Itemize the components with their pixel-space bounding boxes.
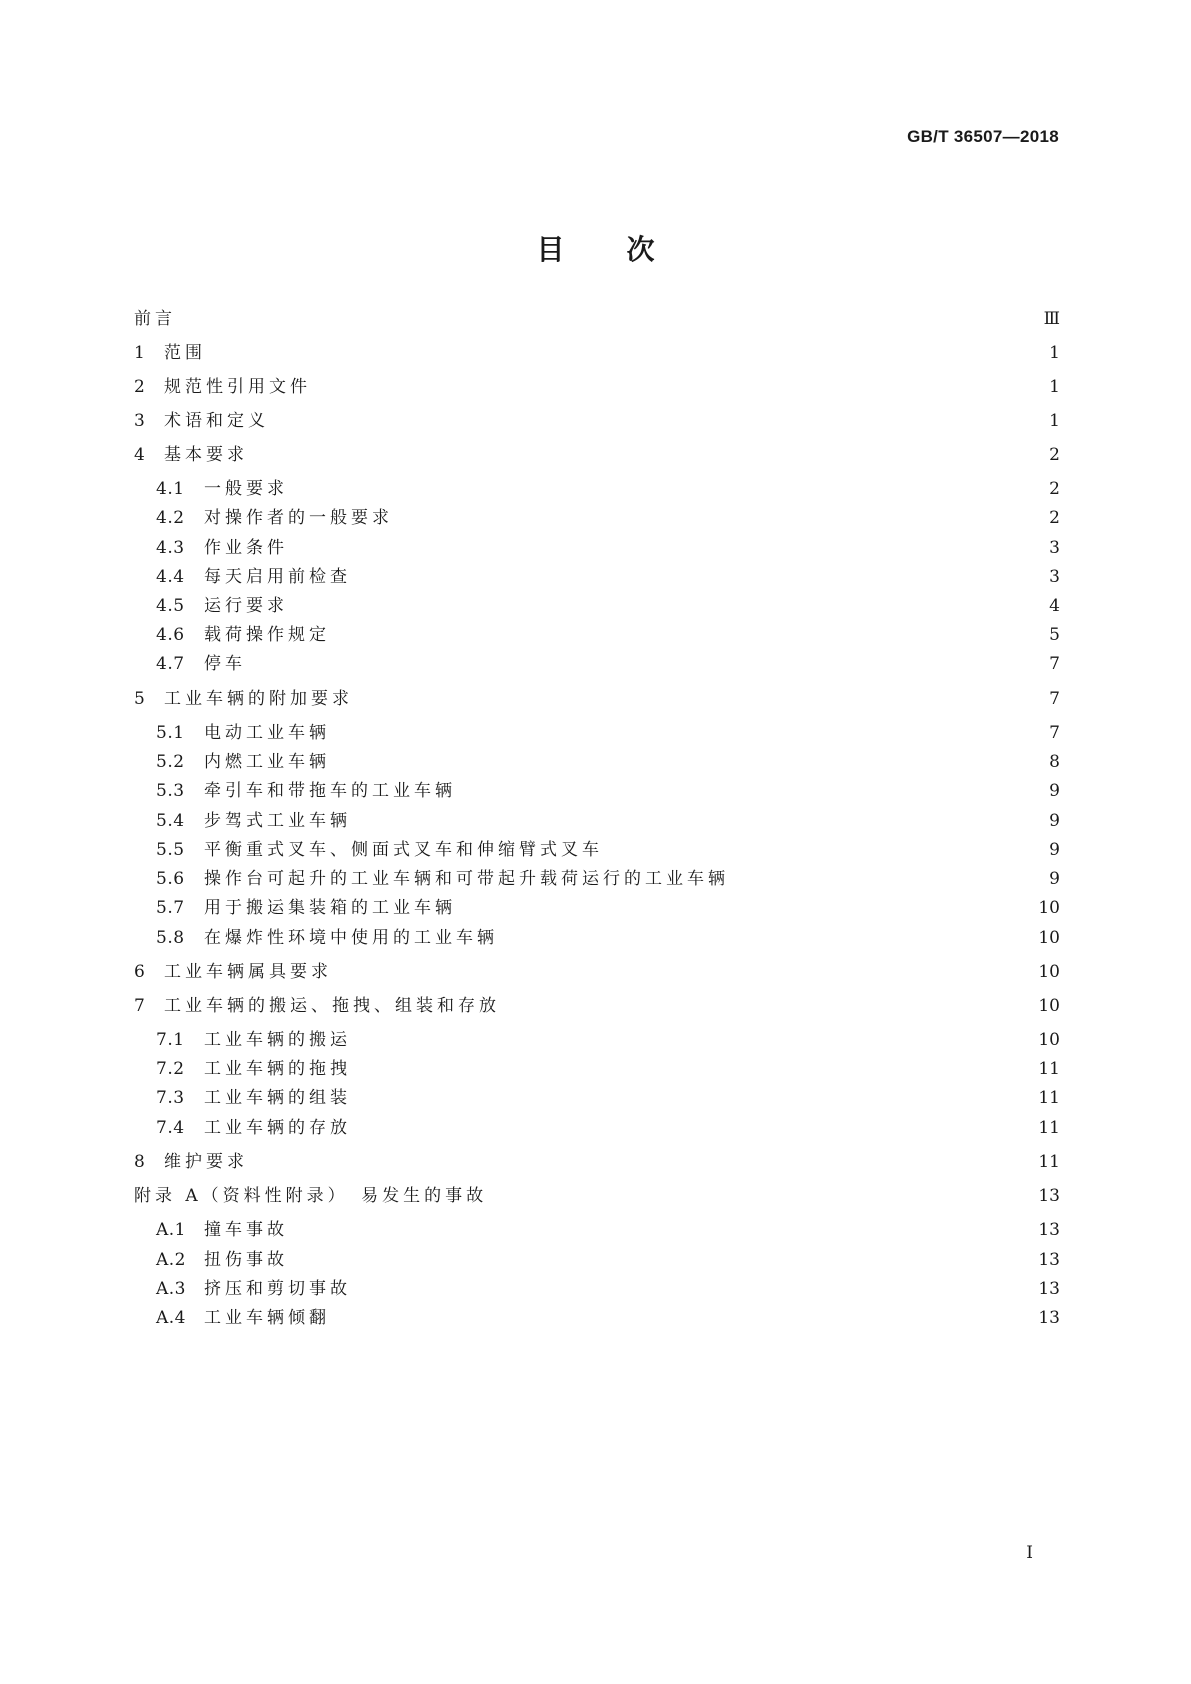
toc-entry-label: 术语和定义 [164, 411, 269, 431]
toc-leader-dots [336, 1307, 1030, 1327]
toc-leader-dots [359, 688, 1030, 708]
toc-leader-dots [338, 961, 1030, 981]
toc-entry-page: Ⅲ [1043, 309, 1060, 329]
toc-entry-number: 5.2 [156, 752, 185, 772]
toc-entry-page: 2 [1049, 479, 1060, 499]
toc-entry-number: 4 [134, 445, 146, 465]
toc-entry-label: 工业车辆的组装 [204, 1088, 351, 1108]
toc-entry-page: 11 [1038, 1088, 1060, 1108]
toc-entry-label: 每天启用前检查 [204, 567, 351, 587]
toc-entry-4-5[interactable] [156, 593, 1060, 617]
toc-entry-4-6[interactable] [156, 622, 1060, 646]
toc-entry-a-1[interactable] [156, 1217, 1060, 1241]
toc-entry-label: 工业车辆倾翻 [204, 1308, 330, 1328]
toc-entry-3[interactable] [134, 408, 1060, 432]
toc-entry-5-1[interactable] [156, 720, 1060, 744]
toc-leader-dots [735, 868, 1030, 888]
toc-entry-number: 1 [134, 343, 146, 363]
toc-entry-page: 13 [1038, 1220, 1060, 1240]
toc-entry-page: 4 [1049, 596, 1060, 616]
toc-entry-number: 7 [134, 996, 146, 1016]
toc-entry-number: 4.3 [156, 538, 185, 558]
toc-entry-number: A.1 [156, 1220, 186, 1240]
toc-entry-page: 7 [1049, 654, 1060, 674]
toc-entry-label: 工业车辆的搬运、拖拽、组装和存放 [164, 996, 500, 1016]
toc-entry-number: 8 [134, 1152, 146, 1172]
toc-entry-label: 一般要求 [204, 479, 288, 499]
toc-leader-dots [336, 751, 1030, 771]
toc-entry-8[interactable] [134, 1149, 1060, 1173]
page-title: 目次 [536, 233, 717, 266]
toc-entry-number: 7.2 [156, 1059, 185, 1079]
toc-leader-dots [506, 995, 1030, 1015]
toc-entry-5[interactable] [134, 686, 1060, 710]
toc-entry-page: 2 [1049, 445, 1060, 465]
toc-entry-7[interactable] [134, 993, 1060, 1017]
toc-entry-number: 5.7 [156, 898, 185, 918]
toc-entry-page: 11 [1038, 1118, 1060, 1138]
toc-leader-dots [336, 722, 1030, 742]
toc-entry-label: 工业车辆的附加要求 [164, 689, 353, 709]
toc-entry-label: 附录 A（资料性附录） 易发生的事故 [134, 1186, 488, 1206]
toc-entry-label: 操作台可起升的工业车辆和可带起升载荷运行的工业车辆 [204, 869, 729, 889]
toc-entry-page: 3 [1049, 538, 1060, 558]
toc-entry-number: 5.5 [156, 840, 185, 860]
toc-leader-dots [252, 653, 1030, 673]
toc-entry-label: 撞车事故 [204, 1220, 288, 1240]
toc-leader-dots [357, 1117, 1030, 1137]
toc-entry-page: 10 [1038, 1030, 1060, 1050]
toc-entry-page: 1 [1049, 411, 1060, 431]
toc-entry-number: 3 [134, 411, 146, 431]
toc-entry-number: 4.6 [156, 625, 185, 645]
toc-entry-appendix-a[interactable] [134, 1183, 1060, 1207]
toc-entry-a-2[interactable] [156, 1247, 1060, 1271]
toc-entry-page: 1 [1049, 377, 1060, 397]
toc-entry-6[interactable] [134, 959, 1060, 983]
toc-leader-dots [462, 780, 1030, 800]
toc-entry-number: 4.7 [156, 654, 185, 674]
toc-leader-dots [254, 444, 1030, 464]
toc-entry-label: 用于搬运集装箱的工业车辆 [204, 898, 456, 918]
toc-leader-dots [182, 308, 1030, 328]
toc-entry-number: 7.4 [156, 1118, 185, 1138]
toc-leader-dots [336, 624, 1030, 644]
toc-leader-dots [294, 1249, 1030, 1269]
toc-leader-dots [357, 1087, 1030, 1107]
toc-entry-label: 工业车辆属具要求 [164, 962, 332, 982]
toc-leader-dots [609, 839, 1030, 859]
toc-leader-dots [212, 342, 1030, 362]
toc-entry-1[interactable] [134, 340, 1060, 364]
toc-entry-label: 内燃工业车辆 [204, 752, 330, 772]
toc-entry-2[interactable] [134, 374, 1060, 398]
toc-entry-number: A.2 [156, 1250, 186, 1270]
toc-entry-foreword[interactable] [134, 306, 1060, 330]
toc-entry-5-4[interactable] [156, 808, 1060, 832]
toc-entry-number: 5 [134, 689, 146, 709]
toc-entry-a-3[interactable] [156, 1276, 1060, 1300]
toc-entry-label: 停车 [204, 654, 246, 674]
toc-entry-label: 工业车辆的存放 [204, 1118, 351, 1138]
toc-entry-label: 规范性引用文件 [164, 377, 311, 397]
toc-entry-7-3[interactable] [156, 1085, 1060, 1109]
toc-entry-5-7[interactable] [156, 895, 1060, 919]
toc-entry-page: 9 [1049, 781, 1060, 801]
toc-leader-dots [294, 478, 1030, 498]
toc-entry-label: 工业车辆的拖拽 [204, 1059, 351, 1079]
toc-entry-number: 4.5 [156, 596, 185, 616]
toc-leader-dots [357, 566, 1030, 586]
toc-leader-dots [357, 1029, 1030, 1049]
toc-entry-7-2[interactable] [156, 1056, 1060, 1080]
toc-entry-number: 5.6 [156, 869, 185, 889]
standard-number: GB/T 36507—2018 [907, 127, 1059, 146]
toc-leader-dots [275, 410, 1030, 430]
toc-entry-label: 步驾式工业车辆 [204, 811, 351, 831]
toc-entry-page: 7 [1049, 723, 1060, 743]
toc-entry-number: A.3 [156, 1279, 186, 1299]
toc-entry-label: 工业车辆的搬运 [204, 1030, 351, 1050]
toc-entry-number: 5.1 [156, 723, 185, 743]
toc-entry-label: 范围 [164, 343, 206, 363]
toc-entry-page: 13 [1038, 1186, 1060, 1206]
toc-entry-5-6[interactable] [156, 866, 1060, 890]
toc-leader-dots [504, 927, 1030, 947]
toc-entry-page: 1 [1049, 343, 1060, 363]
toc-entry-page: 10 [1038, 996, 1060, 1016]
toc-leader-dots [317, 376, 1030, 396]
toc-leader-dots [294, 1219, 1030, 1239]
toc-entry-5-8[interactable] [156, 925, 1060, 949]
toc-entry-number: A.4 [156, 1308, 186, 1328]
toc-entry-a-4[interactable] [156, 1305, 1060, 1329]
toc-entry-page: 9 [1049, 869, 1060, 889]
toc-entry-page: 13 [1038, 1308, 1060, 1328]
toc-entry-label: 挤压和剪切事故 [204, 1279, 351, 1299]
toc-entry-5-2[interactable] [156, 749, 1060, 773]
toc-leader-dots [462, 897, 1030, 917]
toc-entry-page: 11 [1038, 1152, 1060, 1172]
toc-entry-4-4[interactable] [156, 564, 1060, 588]
toc-entry-label: 作业条件 [204, 538, 288, 558]
toc-leader-dots [357, 1058, 1030, 1078]
toc-entry-page: 9 [1049, 811, 1060, 831]
toc-entry-number: 7.1 [156, 1030, 185, 1050]
toc-entry-label: 载荷操作规定 [204, 625, 330, 645]
toc-entry-number: 4.2 [156, 508, 185, 528]
toc-leader-dots [254, 1151, 1030, 1171]
toc-entry-label: 维护要求 [164, 1152, 248, 1172]
toc-entry-4-7[interactable] [156, 651, 1060, 675]
toc-entry-page: 13 [1038, 1250, 1060, 1270]
page-number: I [1026, 1543, 1033, 1563]
toc-entry-4[interactable] [134, 442, 1060, 466]
toc-entry-page: 7 [1049, 689, 1060, 709]
toc-entry-label: 在爆炸性环境中使用的工业车辆 [204, 928, 498, 948]
toc-entry-label: 前言 [134, 309, 176, 329]
toc-entry-5-3[interactable] [156, 778, 1060, 802]
toc-entry-page: 10 [1038, 898, 1060, 918]
toc-entry-label: 运行要求 [204, 596, 288, 616]
toc-entry-7-1[interactable] [156, 1027, 1060, 1051]
toc-entry-number: 4.4 [156, 567, 185, 587]
toc-entry-number: 2 [134, 377, 146, 397]
toc-entry-number: 5.3 [156, 781, 185, 801]
toc-entry-page: 2 [1049, 508, 1060, 528]
toc-entry-number: 7.3 [156, 1088, 185, 1108]
toc-entry-page: 5 [1049, 625, 1060, 645]
toc-entry-label: 牵引车和带拖车的工业车辆 [204, 781, 456, 801]
toc-entry-label: 基本要求 [164, 445, 248, 465]
toc-leader-dots [399, 507, 1030, 527]
toc-entry-label: 平衡重式叉车、侧面式叉车和伸缩臂式叉车 [204, 840, 603, 860]
toc-entry-4-3[interactable] [156, 535, 1060, 559]
toc-leader-dots [357, 1278, 1030, 1298]
toc-leader-dots [493, 1185, 1030, 1205]
toc-entry-7-4[interactable] [156, 1115, 1060, 1139]
toc-entry-4-2[interactable] [156, 505, 1060, 529]
toc-entry-page: 13 [1038, 1279, 1060, 1299]
toc-leader-dots [294, 595, 1030, 615]
toc-entry-label: 扭伤事故 [204, 1250, 288, 1270]
toc-entry-5-5[interactable] [156, 837, 1060, 861]
toc-entry-number: 5.8 [156, 928, 185, 948]
toc-entry-4-1[interactable] [156, 476, 1060, 500]
toc-entry-number: 4.1 [156, 479, 185, 499]
toc-entry-label: 对操作者的一般要求 [204, 508, 393, 528]
toc-entry-page: 11 [1038, 1059, 1060, 1079]
toc-entry-number: 6 [134, 962, 146, 982]
toc-leader-dots [357, 810, 1030, 830]
toc-entry-page: 3 [1049, 567, 1060, 587]
toc-entry-page: 10 [1038, 928, 1060, 948]
toc-entry-page: 8 [1049, 752, 1060, 772]
toc-leader-dots [294, 537, 1030, 557]
toc-entry-page: 9 [1049, 840, 1060, 860]
toc-entry-label: 电动工业车辆 [204, 723, 330, 743]
toc-entry-number: 5.4 [156, 811, 185, 831]
toc-entry-page: 10 [1038, 962, 1060, 982]
